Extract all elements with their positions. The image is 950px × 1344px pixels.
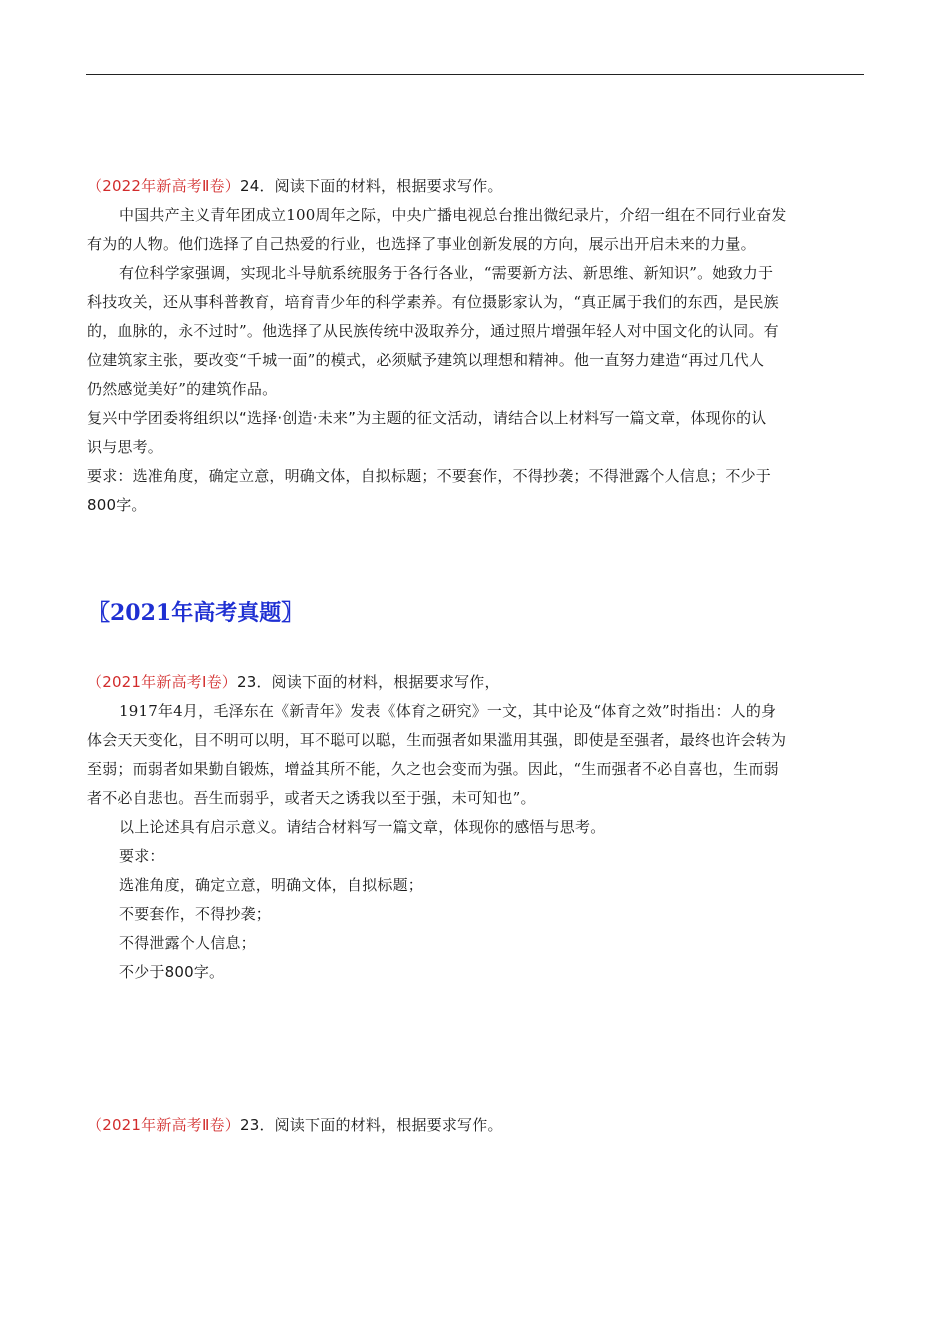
requirements-label: 要求：	[119, 847, 165, 865]
paragraph-line: 识与思考。	[87, 438, 164, 456]
paragraph-line: 有位科学家强调，实现北斗导航系统服务于各行各业，“需要新方法、新思维、新知识”。她致力于	[119, 264, 774, 282]
paragraph-line: 有为的人物。他们选择了自己热爱的行业，也选择了事业创新发展的方向，展示出开启未来的力量。	[87, 235, 756, 253]
question-prompt: 23．阅读下面的材料，根据要求写作，	[237, 673, 500, 691]
source-label: （2021年新高考Ⅱ卷）	[87, 1116, 240, 1134]
requirements-line: 不要套作，不得抄袭；	[119, 905, 272, 923]
paragraph-line: 至弱；而弱者如果勤自锻炼，增益其所不能，久之也会变而为强。因此，“生而强者不必自喜也，生而弱	[87, 760, 779, 778]
question-prompt: 24．阅读下面的材料，根据要求写作。	[239, 177, 503, 195]
paragraph-line: 位建筑家主张，要改变“千城一面”的模式，必须赋予建筑以理想和精神。他一直努力建造“再过几代人	[87, 351, 765, 369]
paragraph-line: 的，血脉的，永不过时”。他选择了从民族传统中汲取养分，通过照片增强年轻人对中国文化的认同。有	[87, 322, 779, 340]
requirements-line: 不少于800字。	[119, 963, 225, 981]
question-2021-i	[87, 668, 863, 987]
paragraph-line: 体会天天变化，目不明可以明，耳不聪可以聪，生而强者如果滥用其强，即使是至强者，最终也许会转为	[87, 731, 787, 749]
question-2021-ii	[87, 1111, 863, 1140]
question-2022	[87, 172, 863, 520]
paragraph-line: 复兴中学团委将组织以“选择·创造·未来”为主题的征文活动，请结合以上材料写一篇文章，体现你的认	[87, 409, 767, 427]
header-rule	[86, 74, 864, 75]
question-heading	[87, 1111, 863, 1140]
requirements-line: 要求：选准角度，确定立意，明确文体，自拟标题；不要套作，不得抄袭；不得泄露个人信息；不少于	[87, 467, 772, 485]
requirements-line: 选准角度，确定立意，明确文体，自拟标题；	[119, 876, 424, 894]
requirements-line: 不得泄露个人信息；	[119, 934, 256, 952]
question-prompt: 23．阅读下面的材料，根据要求写作。	[239, 1116, 503, 1134]
paragraph-line: 者不必自悲也。吾生而弱乎，或者天之诱我以至于强，未可知也”。	[87, 789, 536, 807]
requirements-line: 800字。	[87, 496, 147, 514]
paragraph-line: 科技攻关，还从事科普教育，培育青少年的科学素养。有位摄影家认为，“真正属于我们的东西，是民族	[87, 293, 779, 311]
section-title: 〖2021年高考真题〗	[88, 600, 304, 626]
paragraph-line: 仍然感觉美好”的建筑作品。	[87, 380, 278, 398]
paragraph-line: 1917年4月，毛泽东在《新青年》发表《体育之研究》一文，其中论及“体育之效”时指出：人的身	[119, 702, 777, 720]
paragraph-line: 中国共产主义青年团成立100周年之际，中央广播电视总台推出微纪录片，介绍一组在不同行业奋发	[119, 206, 787, 224]
source-label: （2022年新高考Ⅱ卷）	[87, 177, 240, 195]
source-label: （2021年新高考Ⅰ卷）	[87, 673, 237, 691]
question-heading	[87, 668, 863, 697]
paragraph-line: 以上论述具有启示意义。请结合材料写一篇文章，体现你的感悟与思考。	[119, 818, 606, 836]
question-heading	[87, 172, 863, 201]
